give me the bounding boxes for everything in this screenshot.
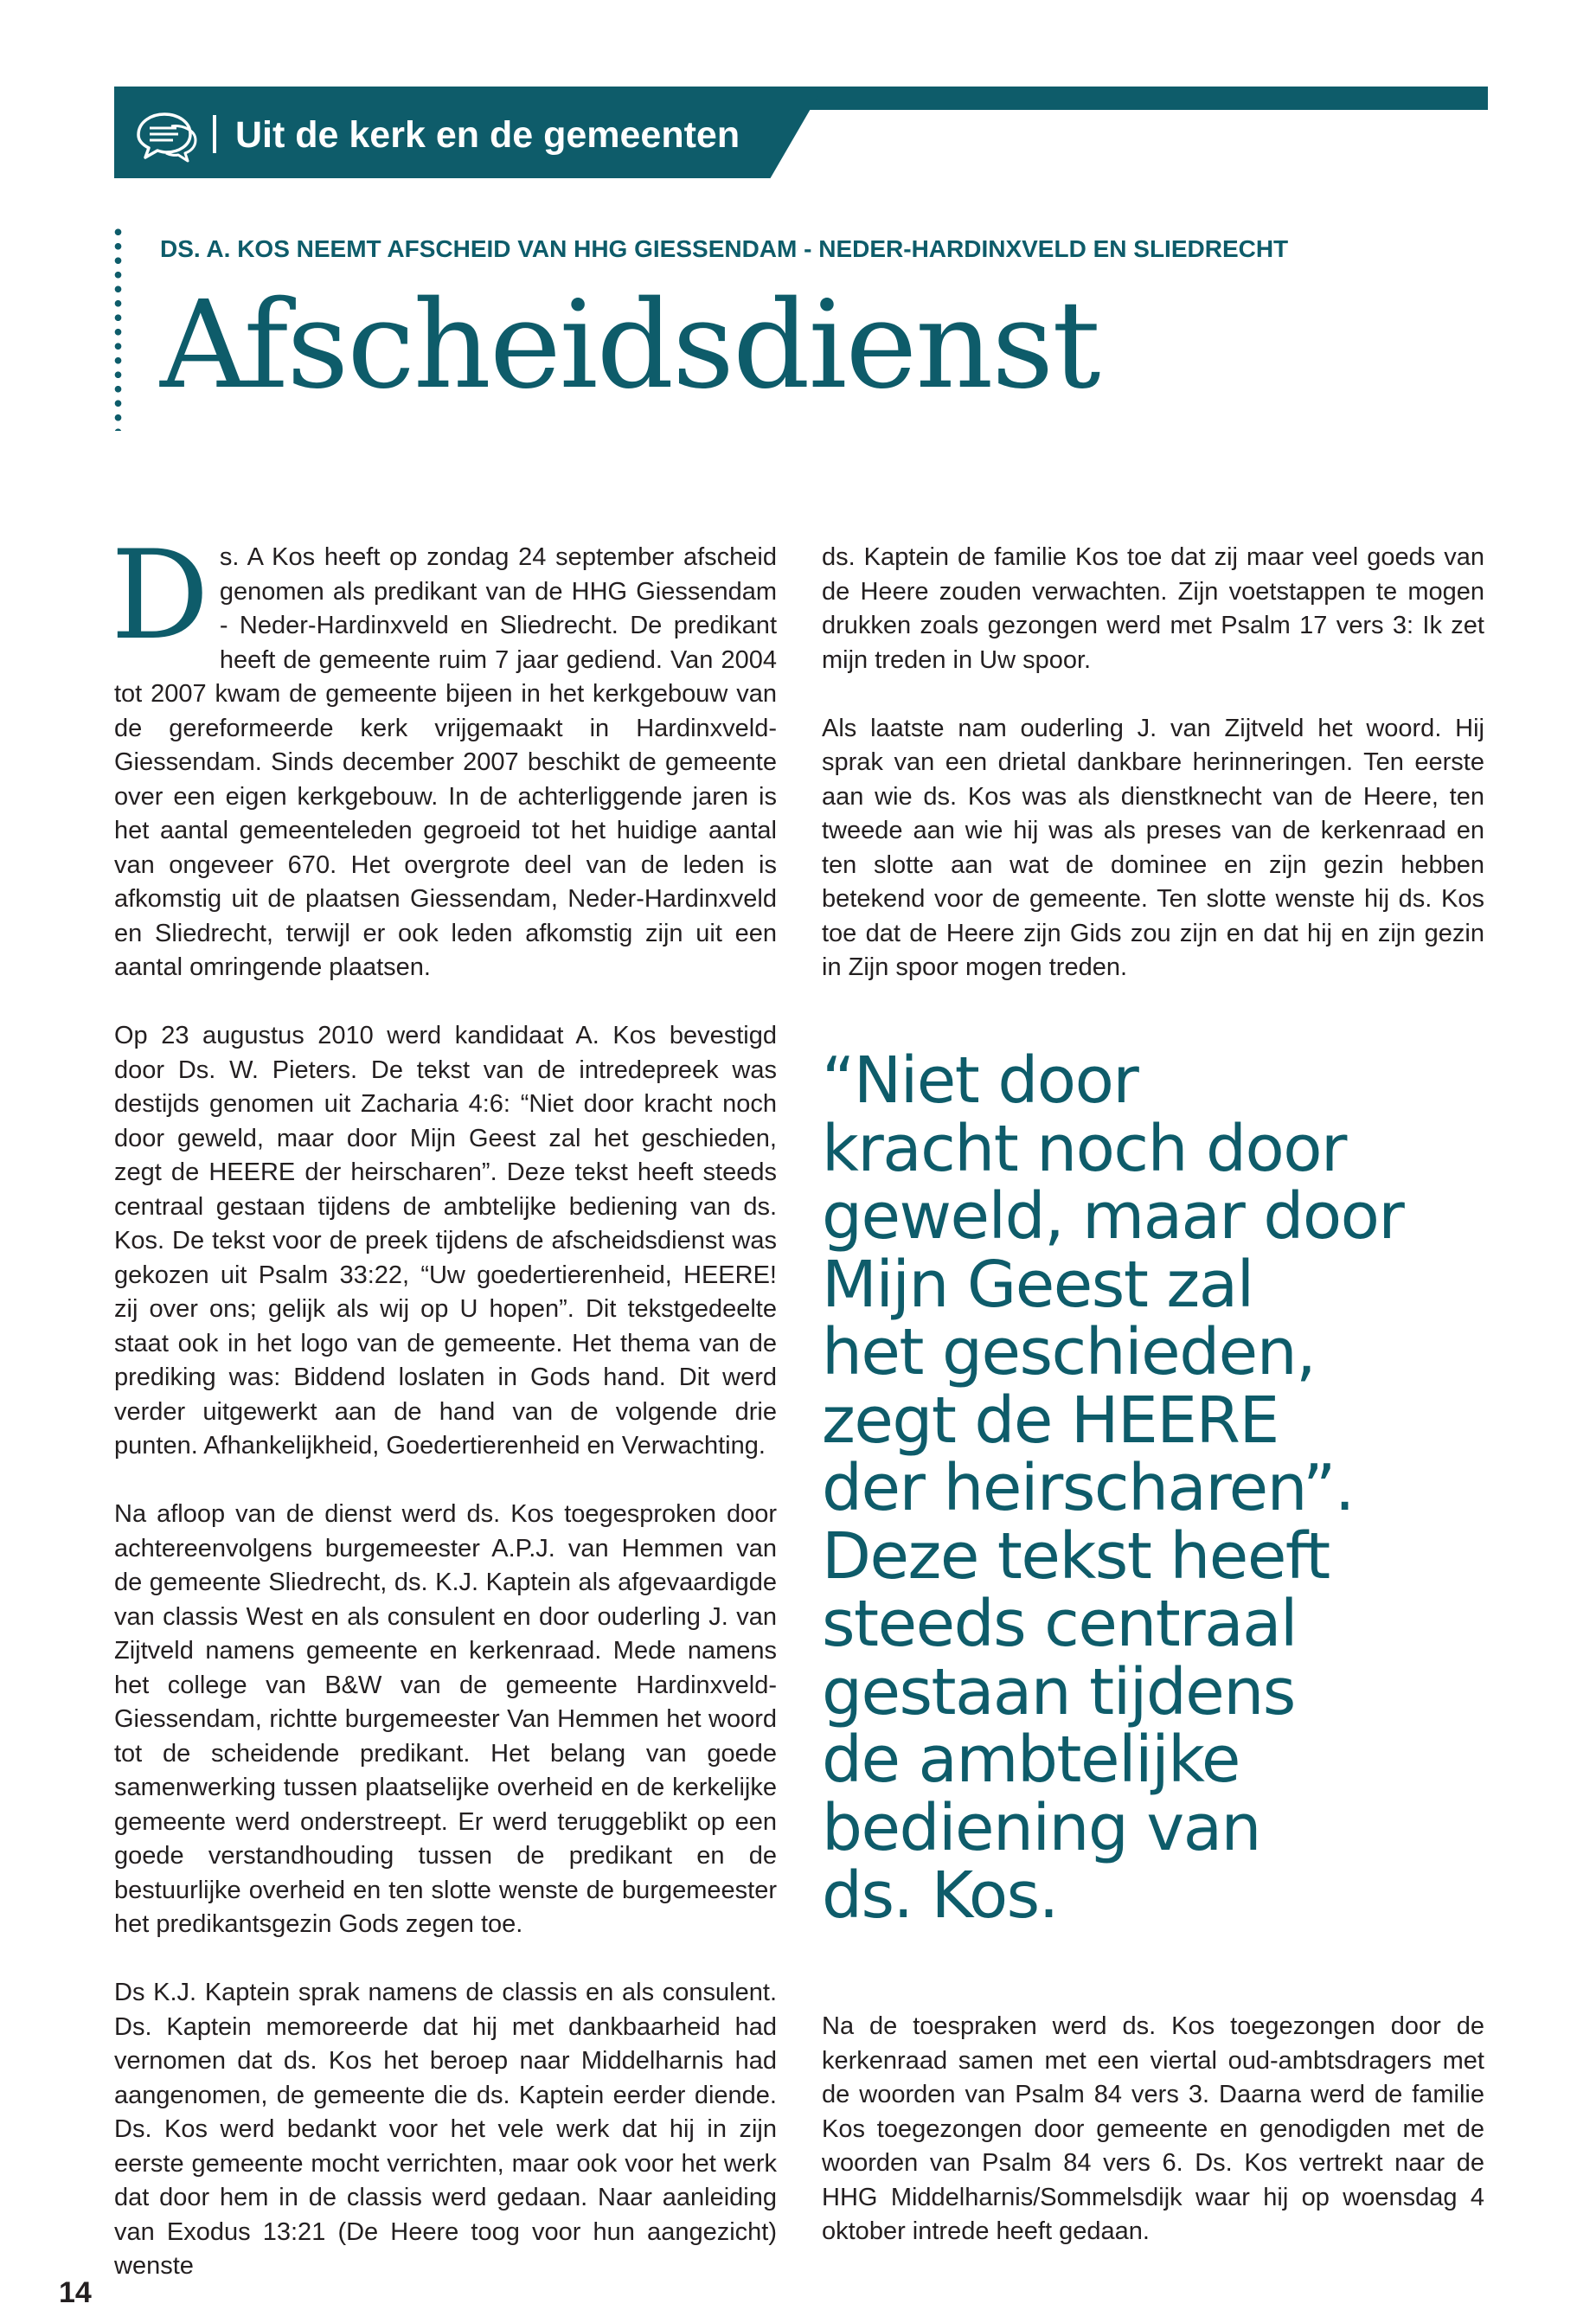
paragraph: [111, 524, 777, 985]
right-column-top: [822, 541, 1484, 985]
paragraph: Op 23 augustus 2010 werd kandidaat A. Kos bevestigd door Ds. W. Pieters. De tekst van de intredepreek was destijds genomen uit Zacharia 4:6: “Niet door kracht noch door geweld, maar door Mijn Geest zal het geschieden, zegt de HEERE der heirscharen”. Deze tekst heeft steeds centraal gestaan tijdens de ambtelijke bediening van ds. Kos. De tekst voor de preek tijdens de afscheidsdienst was gekozen uit Psalm 33:22, “Uw goedertierenheid, HEERE! zij over ons; gelijk als wij op U hopen”. Dit tekstgedeelte staat ook in het logo van de gemeente. Het thema van de prediking was: Biddend loslaten in Gods hand. Dit werd verder uitgewerkt aan de hand van de volgende drie punten. Afhankelijkheid, Goedertierenheid en Verwachting.: [114, 1022, 777, 1460]
right-column-bottom: [822, 2010, 1484, 2249]
pull-quote-line: der heirscharen”.: [822, 1451, 1354, 1525]
pull-quote-line: kracht noch door: [822, 1111, 1346, 1186]
pull-quote-line: het geschieden,: [822, 1315, 1316, 1389]
pull-quote-line: “Niet door: [822, 1043, 1138, 1118]
speech-bubbles-icon: [130, 109, 199, 163]
pull-quote-line: gestaan tijdens: [822, 1654, 1295, 1729]
banner-separator: [213, 115, 216, 153]
article-kicker: DS. A. KOS NEEMT AFSCHEID VAN HHG GIESSENDAM - NEDER-HARDINXVELD EN SLIEDRECHT: [160, 235, 1289, 262]
pull-quote-line: zegt de HEERE: [822, 1383, 1279, 1458]
drop-cap: D: [111, 524, 209, 667]
page-number: 14: [59, 2276, 92, 2309]
left-column: [111, 524, 777, 2284]
pull-quote-line: Mijn Geest zal: [822, 1247, 1253, 1322]
pull-quote: [822, 1043, 1514, 1933]
pull-quote-line: ds. Kos.: [822, 1858, 1058, 1933]
paragraph: Na afloop van de dienst werd ds. Kos toegesproken door achtereenvolgens burgemeester A.P.J. van Hemmen van de gemeente Sliedrecht, ds. K.J. Kaptein als afgevaardigde van classis West en als consulent en door ouderling J. van Zijtveld namens gemeente en kerkenraad. Mede namens het college van B&W van de gemeente Hardinxveld-Giessendam, richtte burgemeester Van Hemmen het woord tot de scheidende predikant. Het belang van goede samenwerking tussen plaatselijke overheid en de kerkelijke gemeente werd onderstreept. Er werd teruggeblikt op een goede verstandhouding tussen de predikant en de bestuurlijke overheid en ten slotte wenste de burgemeester het predikantsgezin Gods zegen toe.: [114, 1500, 777, 1938]
pull-quote-line: bediening van: [822, 1790, 1260, 1865]
paragraph: Ds K.J. Kaptein sprak namens de classis en als consulent. Ds. Kaptein memoreerde dat hij met dankbaarheid had vernomen dat ds. Kos het beroep naar Middelharnis had aangenomen, de gemeente die ds. Kaptein eerder diende. Ds. Kos werd bedankt voor het vele werk dat hij in zijn eerste gemeente mocht verrichten, maar ook voor het werk dat door hem in de classis werd gedaan. Naar aanleiding van Exodus 13:21 (De Heere toog voor hun aangezicht) wenste: [114, 1979, 777, 2280]
pull-quote-line: Deze tekst heeft: [822, 1518, 1330, 1594]
pull-quote-line: steeds centraal: [822, 1587, 1297, 1661]
paragraph-text: s. A Kos heeft op zondag 24 september afscheid genomen als predikant van de HHG Giessendam - Neder-Hardinxveld en Sliedrecht. De predikant heeft de gemeente ruim 7 jaar gediend. Van 2004 tot 2007 kwam de gemeente bijeen in het kerkgebouw van de gereformeerde kerk vrijgemaakt in Hardinxveld-Giessendam. Sinds december 2007 beschikt de gemeente over een eigen kerkgebouw. In de achterliggende jaren is het aantal gemeenteleden gegroeid tot het huidige aantal van ongeveer 670. Het overgrote deel van de leden is afkomstig uit de plaatsen Giessendam, Neder-Hardinxveld en Sliedrecht, terwijl er ook leden afkomstig zijn uit een aantal omringende plaatsen.: [114, 543, 777, 981]
paragraph: ds. Kaptein de familie Kos toe dat zij maar veel goeds van de Heere zouden verwachten. Zijn voetstappen te mogen drukken zoals gezongen werd met Psalm 17 vers 3: Ik zet mijn treden in Uw spoor.: [822, 543, 1484, 674]
section-title: Uit de kerk en de gemeenten: [235, 114, 740, 156]
pull-quote-line: de ambtelijke: [822, 1723, 1240, 1797]
dotted-rule: [114, 225, 122, 431]
paragraph: Na de toespraken werd ds. Kos toegezongen door de kerkenraad samen met een viertal oud-ambtsdragers met de woorden van Psalm 84 vers 3. Daarna werd de familie Kos toegezongen door gemeente en genodigden met de woorden van Psalm 84 vers 6. Ds. Kos vertrekt naar de HHG Middelharnis/Sommelsdijk waar hij op woensdag 4 oktober intrede heeft gedaan.: [822, 2012, 1484, 2245]
pull-quote-line: geweld, maar door: [822, 1179, 1404, 1254]
article-title: Afscheidsdienst: [160, 275, 1099, 416]
paragraph: Als laatste nam ouderling J. van Zijtveld het woord. Hij sprak van een drietal dankbare herinneringen. Ten eerste aan wie ds. Kos was als dienstknecht van de Heere, ten tweede aan wie hij was als preses van de kerkenraad en ten slotte aan wat de dominee en zijn gezin hebben betekend voor de gemeente. Ten slotte wenste hij ds. Kos toe dat de Heere zijn Gids zou zijn en dat hij en zijn gezin in Zijn spoor mogen treden.: [822, 714, 1484, 981]
